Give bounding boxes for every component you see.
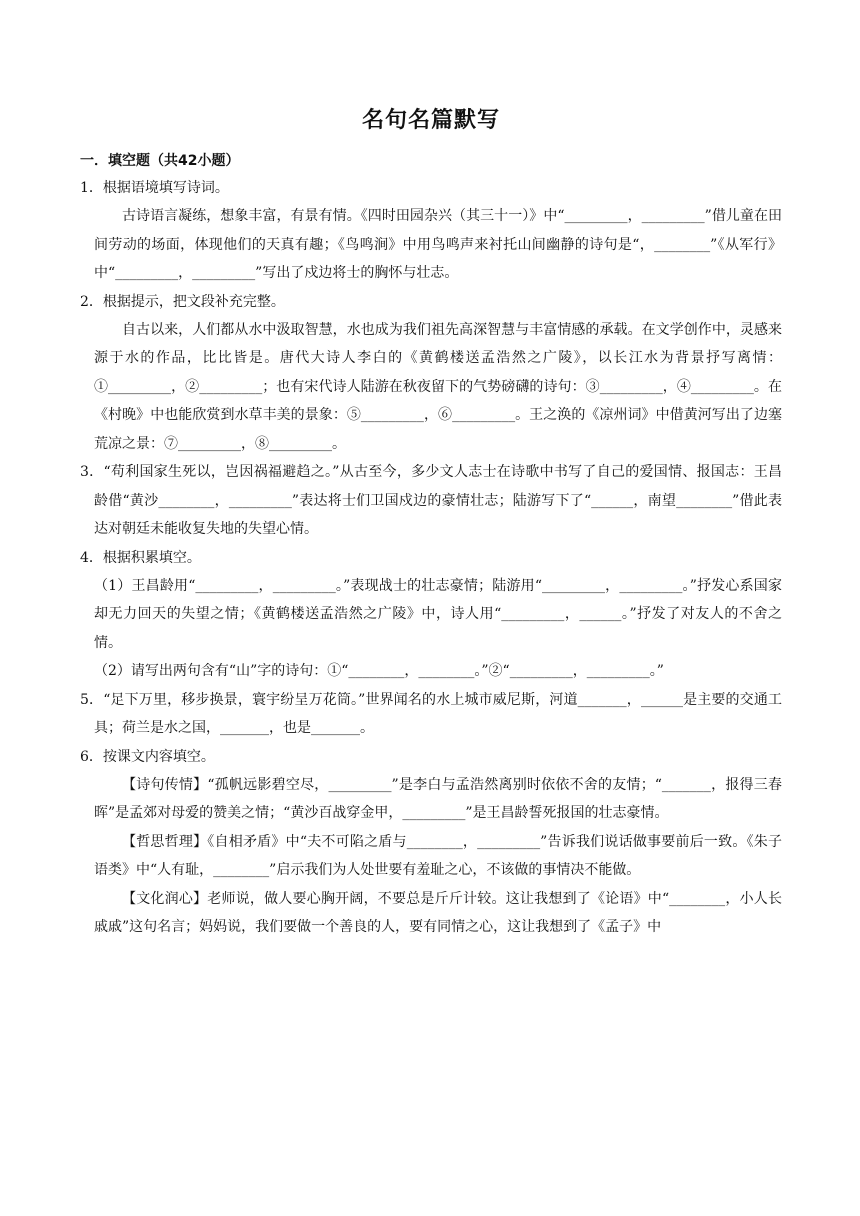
question-4-part-1: （1）王昌龄用“_________，_________。”表现战士的壮志豪情；陆游用“_________，_________。”抒发心系国家却无力回天的失望之情；《黄鹤楼送孟浩然之广陵》中，诗人用“_________，______。”抒发了对友人的不舍之情。	[94, 577, 782, 651]
question-6-poetry: 【诗句传情】“孤帆远影碧空尽，_________”是李白与孟浩然离别时依依不舍的友情；“_______，报得三春晖”是孟郊对母爱的赞美之情；“黄沙百战穿金甲，_________”是王昌龄誓死报国的壮志豪情。	[94, 776, 782, 821]
question-5-body: 5．“足下万里，移步换景，寰宇纷呈万花筒。”世界闻名的水上城市威尼斯，河道_______，______是主要的交通工具；荷兰是水之国，_______，也是_______。	[80, 691, 782, 736]
question-3-body: 3．“苟利国家生死以，岂因祸福避趋之。”从古至今，多少文人志士在诗歌中书写了自己的爱国情、报国志：王昌龄借“黄沙________，_________”表达将士们卫国戍边的豪情壮志；陆游写下了“______，南望________”借此表达对朝廷未能收复失地的失望心情。	[80, 464, 782, 537]
question-1-body: 古诗语言凝练，想象丰富，有景有情。《四时田园杂兴（其三十一）》中“_________，_________”借儿童在田间劳动的场面，体现他们的天真有趣；《鸟鸣涧》中用鸟鸣声来衬托山间幽静的诗句是“，________”《从军行》中“_________，_________”写出了戍边将士的胸怀与壮志。	[94, 208, 782, 281]
question-6-culture: 【文化润心】老师说，做人要心胸开阔，不要总是斤斤计较。这让我想到了《论语》中“________，小人长戚戚”这句名言；妈妈说，我们要做一个善良的人，要有同情之心，这让我想到了《孟子》中	[94, 890, 782, 935]
question-2-head: 2．根据提示，把文段补充完整。	[80, 293, 285, 310]
question-1-head: 1．根据语境填写诗词。	[80, 180, 229, 196]
question-6-philosophy: 【哲思哲理】《自相矛盾》中“夫不可陷之盾与________，_________”告诉我们说话做事要前后一致。《朱子语类》中“人有耻，________”启示我们为人处世要有羞耻之心，不该做的事情决不能做。	[94, 833, 782, 878]
question-4-head: 4．根据积累填空。	[80, 549, 201, 566]
question-2-body: 自古以来，人们都从水中汲取智慧，水也成为我们祖先高深智慧与丰富情感的承载。在文学创作中，灵感来源于水的作品，比比皆是。唐代大诗人李白的《黄鹤楼送孟浩然之广陵》，以长江水为背景抒写离情：①_________，②_________；也有宋代诗人陆游在秋夜留下的气势磅礴的诗句：③_________，④_________。在《村晚》中也能欣赏到水草丰美的景象：⑤_________，⑥_________。王之涣的《凉州词》中借黄河写出了边塞荒凉之景：⑦_________，⑧_________。	[94, 321, 782, 452]
page-title: 名句名篇默写	[361, 107, 500, 133]
question-6-head: 6．按课文内容填空。	[80, 748, 215, 765]
question-4-part-2: （2）请写出两句含有“山”字的诗句：①“________，________。”②“_________，_________。”	[94, 663, 664, 679]
section-title: 一．填空题（共42小题）	[80, 153, 240, 169]
